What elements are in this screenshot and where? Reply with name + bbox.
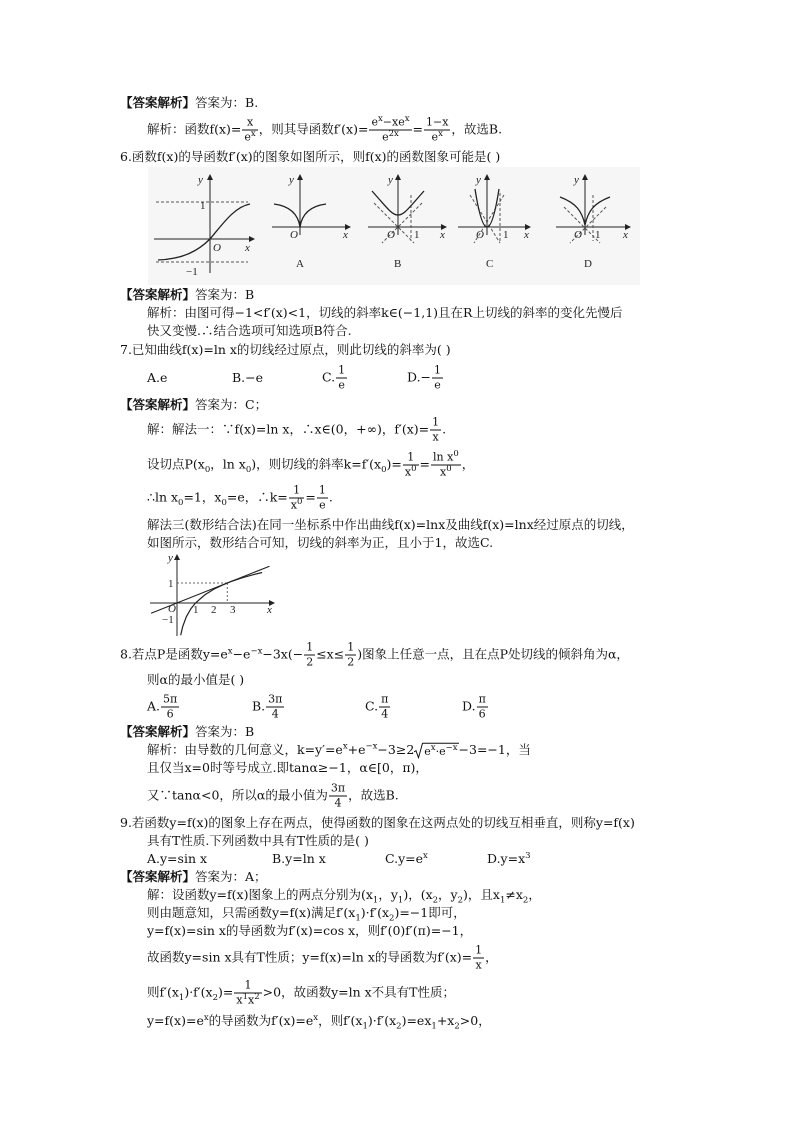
text-segment: 1 [407, 450, 415, 464]
option-a [147, 694, 180, 721]
explanation-line [147, 417, 446, 444]
numerator [345, 642, 356, 656]
text-segment: 1 [318, 483, 326, 497]
subscript: 2 [432, 895, 439, 906]
question-8-stem [120, 642, 629, 669]
graph-b-caption: B [394, 258, 402, 270]
subscript: 1 [499, 895, 506, 906]
denominator [473, 959, 484, 972]
text-segment: x [404, 465, 412, 479]
question-7-figure [148, 552, 276, 638]
origin-label: O [168, 603, 176, 615]
text-segment: B.−e [232, 370, 264, 385]
option-b [272, 851, 326, 867]
text-segment: −3≥2 [377, 741, 415, 757]
text-segment: )=ex [401, 1013, 432, 1028]
option-c [322, 365, 348, 392]
text-segment: −e [232, 646, 251, 662]
y-axis-label: y [198, 174, 203, 186]
text-segment: ， [528, 887, 541, 902]
text-segment: 答案为：B [195, 724, 255, 739]
denominator [329, 797, 347, 810]
text-segment: )= [386, 456, 402, 472]
text-segment: ln x [433, 450, 454, 464]
explanation-line [147, 517, 634, 533]
fraction [403, 452, 419, 479]
fraction [431, 448, 461, 479]
text-segment: 答案为：A； [195, 869, 267, 884]
fraction [329, 783, 347, 810]
text-segment: ， [485, 949, 498, 965]
numerator [329, 783, 347, 797]
text-segment: π [381, 692, 389, 706]
text-segment: 解析：由导数的几何意义，k=y′=e [147, 741, 343, 757]
text-segment: C. [322, 369, 336, 385]
text-segment: ，y [378, 887, 398, 902]
denominator [430, 431, 441, 444]
text-segment: 6 [478, 707, 486, 721]
text-segment: 1 [244, 978, 252, 992]
text-segment: 3π [268, 692, 283, 706]
text-segment: A. [147, 698, 161, 714]
subscript: 0 [178, 498, 184, 508]
text-segment: 1−x [426, 115, 449, 129]
subscript: 1 [397, 895, 404, 906]
text-segment: >0，故函数y=ln x不具有T性质； [262, 984, 456, 1000]
graph-b-x-label: x [440, 229, 445, 241]
denominator [266, 708, 284, 721]
text-segment: = [419, 456, 430, 472]
denominator [379, 708, 390, 721]
question-8-stem-cont [147, 672, 244, 688]
text-segment: y=f(x)=e [147, 1013, 204, 1028]
denominator [304, 656, 315, 669]
text-segment: 又∵tanα<0，所以α的最小值为 [147, 787, 328, 803]
x-axis-label: x [267, 604, 272, 616]
fraction [161, 694, 179, 721]
option-d [407, 365, 444, 392]
text-segment: −xe [382, 115, 405, 129]
question-9-stem [120, 815, 635, 831]
text-segment: x [432, 430, 439, 444]
fraction [317, 485, 328, 512]
text-segment: e [244, 130, 251, 144]
subscript: 2 [389, 913, 395, 924]
explanation-line [147, 448, 475, 479]
superscript: 0 [297, 496, 303, 507]
option-c [365, 694, 391, 721]
text-segment: 5π [163, 692, 178, 706]
text-segment: x [475, 958, 482, 972]
superscript: 0 [411, 463, 417, 474]
numerator [379, 694, 390, 708]
option-b [232, 370, 263, 386]
text-segment: =1，x [183, 489, 222, 505]
subscript: 2 [457, 895, 464, 906]
text-segment: x [236, 993, 243, 1007]
text-segment: 解析：由图可得−1<f′(x)<1，切线的斜率k∈(−1,1)且在R上切线的斜率的变化先慢后 [147, 305, 623, 320]
subscript: 1 [178, 993, 185, 1003]
text-segment: D.− [407, 369, 432, 385]
numerator [430, 417, 441, 431]
subscript: 0 [221, 498, 227, 508]
text-segment: 2 [347, 655, 355, 669]
subscript: 2 [522, 895, 529, 906]
text-segment: −3x(− [262, 646, 304, 662]
text-segment: = [305, 489, 316, 505]
subscript: 1 [372, 895, 379, 906]
graph-c-x-label: x [524, 229, 529, 241]
answer-label: 【答案解析】 [120, 287, 196, 302]
superscript: 0 [453, 448, 459, 459]
explanation-line [147, 113, 503, 144]
option-d [462, 694, 489, 721]
text-segment: 且仅当x=0时等号成立.即tanα≥−1，α∈[0，π)， [147, 760, 428, 775]
text-segment: 设切点P(x [147, 456, 205, 472]
graph-a-origin-label: O [290, 229, 298, 241]
denominator [242, 128, 257, 144]
denominator [369, 128, 411, 144]
text-segment: . [442, 421, 447, 437]
text-segment: 3π [330, 781, 346, 795]
text-segment: 4 [271, 707, 279, 721]
fraction [345, 642, 356, 669]
text-segment: C. [365, 698, 379, 714]
text-segment: x [440, 465, 447, 479]
text-segment: x [290, 498, 297, 512]
denominator [424, 128, 450, 144]
text-segment: )图象上任意一点，且在点P处切线的倾斜角为α， [357, 646, 629, 662]
text-segment: D.y=x [487, 851, 526, 866]
numerator [432, 365, 443, 379]
text-segment: 6 [166, 707, 174, 721]
fraction [379, 694, 390, 721]
text-segment: ，y [438, 887, 458, 902]
text-segment: )·f′(x [367, 1013, 397, 1028]
text-segment: 1 [434, 363, 442, 377]
subscript: 2 [396, 1021, 402, 1032]
answer-line [120, 869, 267, 885]
answer-label: 【答案解析】 [120, 397, 196, 412]
denominator [161, 708, 179, 721]
fraction [336, 365, 347, 392]
graph-d-y-label: y [574, 174, 579, 186]
text-segment: A.y=sin x [147, 851, 208, 866]
explanation-line [147, 742, 531, 759]
graph-d-origin-label: O [574, 229, 582, 241]
text-segment: B. [252, 698, 266, 714]
superscript: −x [365, 741, 378, 752]
text-segment: 4 [381, 707, 389, 721]
text-segment: = [412, 121, 423, 137]
text-segment: 解：设函数y=f(x)图象上的两点分别为(x [147, 887, 373, 902]
graph-b-tick-1: 1 [414, 229, 420, 241]
text-segment: 答案为：B. [195, 95, 259, 110]
text-segment: ，故选B. [451, 121, 503, 137]
y-axis-label: y [168, 552, 173, 564]
x-tick-2: 2 [211, 604, 217, 616]
text-segment: B.y=ln x [272, 851, 326, 866]
text-segment: ， [461, 456, 475, 472]
text-segment: )·f′(x [360, 905, 390, 920]
answer-label: 【答案解析】 [120, 95, 196, 110]
superscript: x [438, 128, 443, 139]
numerator [161, 694, 179, 708]
option-d [487, 851, 531, 867]
origin-label: O [213, 242, 221, 254]
text-segment: e [319, 498, 326, 512]
explanation-line [147, 760, 428, 776]
graph-a-y-label: y [289, 174, 294, 186]
fraction [242, 117, 257, 144]
denominator [345, 656, 356, 669]
text-segment: =e，∴k= [226, 489, 288, 505]
question-7-options [147, 362, 607, 394]
subscript: 0 [245, 465, 252, 475]
text-segment: e [431, 130, 439, 144]
x-tick-3: 3 [230, 604, 236, 616]
subscript: 1 [362, 1021, 368, 1032]
text-segment: −3=−1，当 [458, 741, 531, 757]
superscript: 2x [388, 128, 399, 139]
text-segment: 1 [432, 415, 440, 429]
graph-d-tick-1: 1 [595, 229, 601, 241]
text-segment: 则由题意知，只需函数y=f(x)满足f′(x [147, 905, 356, 920]
explanation-line [147, 305, 622, 321]
explanation-line [147, 485, 333, 512]
text-segment: 1 [306, 640, 314, 654]
text-segment: 则f′(x [147, 984, 179, 1000]
subscript: 1 [431, 1021, 437, 1032]
text-segment: ，故选B. [348, 787, 399, 803]
text-segment: 6.函数f(x)的导函数f′(x)的图象如图所示，则f(x)的函数图象可能是( ) [120, 149, 501, 164]
text-segment: )，(x [403, 887, 433, 902]
question-8-options [147, 691, 607, 723]
denominator [234, 991, 261, 1007]
subscript: 0 [204, 465, 211, 475]
graph-a-caption: A [296, 258, 304, 270]
superscript: x [404, 113, 410, 124]
text-segment: x [248, 993, 255, 1007]
text-segment: e [434, 378, 441, 392]
explanation-line [147, 923, 472, 939]
superscript: x [203, 1012, 209, 1023]
option-c [385, 851, 428, 867]
graph-c-origin-label: O [476, 229, 484, 241]
answer-label: 【答案解析】 [120, 869, 196, 884]
text-segment: π [478, 692, 486, 706]
text-segment: 故函数y=sin x具有T性质；y=f(x)=ln x的导函数为f′(x)= [147, 949, 473, 965]
graph-b-origin-label: O [387, 229, 395, 241]
fraction [430, 417, 441, 444]
superscript: x [227, 646, 233, 657]
denominator [336, 379, 347, 392]
text-segment: 如图所示，数形结合可知，切线的斜率为正，且小于1，故选C. [147, 535, 494, 550]
text-segment: 具有T性质.下列函数中具有T性质的是( ) [147, 833, 369, 848]
denominator [289, 496, 305, 512]
text-segment: e [424, 744, 431, 758]
answer-line [120, 724, 254, 740]
text-segment: 答案为：B [195, 287, 255, 302]
text-segment: )=−1即可， [394, 905, 466, 920]
fraction [432, 365, 443, 392]
text-segment: ≤x≤ [316, 646, 345, 662]
question-7-stem [120, 342, 451, 358]
denominator [317, 499, 328, 512]
text-segment: e [338, 378, 345, 392]
fraction [369, 113, 411, 144]
answer-label: 【答案解析】 [120, 724, 196, 739]
superscript: 1 [242, 991, 248, 1002]
subscript: 0 [381, 465, 387, 475]
numerator [304, 642, 315, 656]
superscript: 2 [254, 991, 260, 1002]
text-segment: ≠x [505, 887, 523, 902]
superscript: −x [445, 742, 458, 753]
explanation-line [147, 535, 493, 551]
text-segment: y=f(x)=sin x的导函数为f′(x)=cos x，则f′(0)f′(π)=−1， [147, 923, 473, 938]
text-segment: 解法三(数形结合法)在同一坐标系中作出曲线f(x)=lnx及曲线f(x)=lnx经过原点的切线， [147, 517, 634, 532]
question-6-stem [120, 149, 500, 165]
subscript: 1 [355, 913, 361, 924]
superscript: x [377, 113, 383, 124]
text-segment: )，且x [463, 887, 500, 902]
radical-sign-icon [414, 742, 423, 758]
tick-label-neg1: −1 [186, 266, 198, 278]
explanation-line [147, 980, 455, 1007]
fraction [289, 485, 305, 512]
explanation-line [147, 323, 352, 339]
denominator [403, 463, 419, 479]
answer-line [120, 397, 267, 413]
superscript: −x [250, 646, 263, 657]
text-segment: x [246, 115, 254, 129]
text-segment: A.e [147, 370, 168, 385]
subscript: 2 [454, 1021, 460, 1032]
text-segment: ∴ln x [147, 489, 179, 505]
superscript: x [313, 1012, 319, 1023]
superscript: 0 [446, 463, 452, 474]
numerator [317, 485, 328, 499]
fraction [304, 642, 315, 669]
superscript: x [342, 741, 348, 752]
text-segment: )·f′(x [184, 984, 213, 1000]
text-segment: 9.若函数y=f(x)的图象上存在两点，使得函数的图象在这两点处的切线互相垂直，则称y=f(x) [120, 815, 635, 830]
answer-line [120, 95, 258, 111]
text-segment: 1 [293, 483, 301, 497]
text-segment: C.y=e [385, 851, 424, 866]
text-segment: e [371, 115, 378, 129]
numerator [266, 694, 284, 708]
fraction [477, 694, 488, 721]
graph-d-caption: D [584, 258, 592, 270]
text-segment: 2 [306, 655, 314, 669]
explanation-line [147, 887, 541, 906]
y-tick-neg1: −1 [162, 614, 174, 626]
text-segment: 1 [338, 363, 346, 377]
text-segment: . [328, 489, 333, 505]
denominator [477, 708, 488, 721]
numerator [473, 945, 484, 959]
text-segment: 解：解法一：∵f(x)=ln x，∴x∈(0，+∞)，f′(x)= [147, 421, 430, 437]
answer-line [120, 287, 254, 303]
x-axis-label: x [245, 242, 250, 254]
option-b [252, 694, 285, 721]
explanation-line [147, 1012, 491, 1032]
text-segment: 解析：函数f(x)= [147, 121, 242, 137]
text-segment: 的导函数为f′(x)=e [208, 1013, 314, 1028]
y-tick-1: 1 [168, 578, 174, 590]
text-segment: 快又变慢.∴结合选项可知选项B符合. [147, 323, 352, 338]
text-segment: )= [218, 984, 234, 1000]
tick-label-1: 1 [200, 200, 206, 212]
radicand [423, 742, 458, 758]
text-segment: 7.已知曲线f(x)=ln x的切线经过原点，则此切线的斜率为( ) [120, 342, 451, 357]
denominator [431, 463, 461, 479]
superscript: x [250, 128, 256, 139]
text-segment: 答案为：C； [195, 397, 268, 412]
text-segment: e [382, 130, 389, 144]
x-tick-1: 1 [193, 604, 199, 616]
text-segment: ，则其导函数f′(x)= [258, 121, 369, 137]
superscript: x [423, 850, 428, 861]
superscript: 3 [525, 850, 531, 861]
question-6-figure [148, 167, 640, 285]
superscript: x [430, 742, 436, 753]
fraction [266, 694, 284, 721]
text-segment: >0， [459, 1013, 491, 1028]
text-segment: ，ln x [210, 456, 246, 472]
text-segment: +x [436, 1013, 455, 1028]
text-segment: )，则切线的斜率k=f′(x [251, 456, 382, 472]
fraction [473, 945, 484, 972]
option-a [147, 370, 167, 386]
subscript: 2 [212, 993, 218, 1003]
text-segment: 1 [475, 943, 483, 957]
fraction [234, 980, 261, 1007]
text-segment: +e [347, 741, 366, 757]
graph-c-y-label: y [476, 174, 481, 186]
option-a [147, 851, 207, 867]
numerator [477, 694, 488, 708]
explanation-line [147, 945, 498, 972]
graph-c-caption: C [486, 258, 494, 270]
text-segment: D. [462, 698, 476, 714]
text-segment: 4 [334, 796, 342, 810]
numerator [336, 365, 347, 379]
graph-c-tick-1: 1 [503, 229, 509, 241]
text-segment: ，则f′(x [318, 1013, 363, 1028]
square-root [414, 742, 458, 758]
denominator [432, 379, 443, 392]
fraction [424, 117, 450, 144]
text-segment: ·e [435, 744, 446, 758]
graph-b-y-label: y [388, 174, 393, 186]
graph-a-x-label: x [343, 229, 348, 241]
text-segment: 则α的最小值是( ) [147, 672, 245, 687]
text-segment: 8.若点P是函数y=e [120, 646, 228, 662]
explanation-line [147, 905, 466, 924]
graph-d-x-label: x [623, 229, 628, 241]
explanation-line [147, 783, 399, 810]
text-segment: 1 [347, 640, 355, 654]
